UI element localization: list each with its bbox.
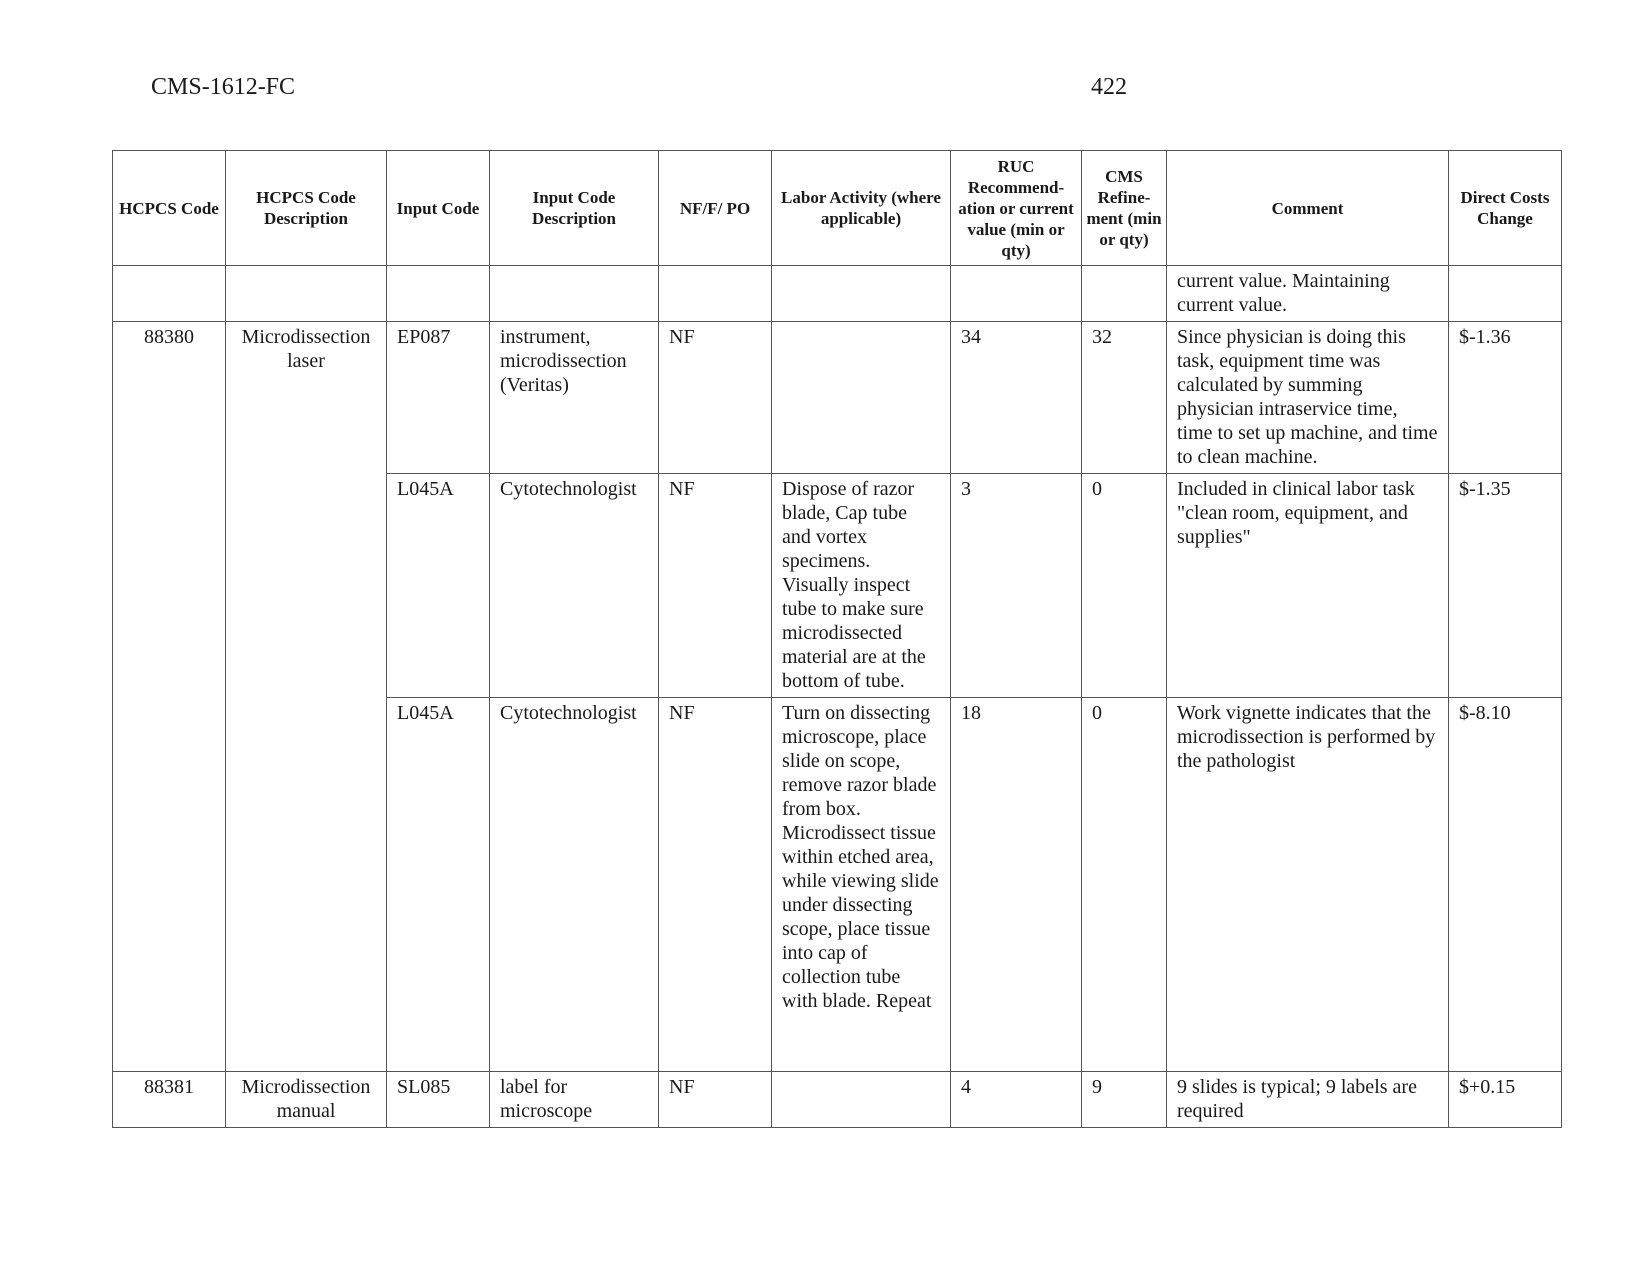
cell-empty	[113, 266, 226, 322]
cell-nf-f-po: NF	[659, 1072, 772, 1128]
col-header-direct-costs-change: Direct Costs Change	[1449, 151, 1562, 266]
cell-nf-f-po: NF	[659, 474, 772, 698]
cell-ruc-value: 18	[951, 698, 1082, 1072]
cell-input-code: EP087	[387, 322, 490, 474]
cell-input-code: L045A	[387, 474, 490, 698]
cell-empty	[387, 266, 490, 322]
cell-labor-activity	[772, 1072, 951, 1128]
cell-cms-refinement: 0	[1082, 474, 1167, 698]
cell-hcpcs-code: 88380	[113, 322, 226, 1072]
cell-direct-costs-change: $-1.36	[1449, 322, 1562, 474]
cell-input-description: Cytotechnologist	[490, 474, 659, 698]
table-row	[113, 322, 1562, 474]
table-header-row	[113, 151, 1562, 266]
cell-labor-activity: Dispose of razor blade, Cap tube and vortex specimens. Visually inspect tube to make sure microdissected material are at the bottom of tube.	[772, 474, 951, 698]
cell-hcpcs-description: Microdissection laser	[226, 322, 387, 1072]
cell-comment: 9 slides is typical; 9 labels are required	[1167, 1072, 1449, 1128]
col-header-comment: Comment	[1167, 151, 1449, 266]
cell-direct-costs-change: $-1.35	[1449, 474, 1562, 698]
cell-ruc-value: 3	[951, 474, 1082, 698]
cell-input-description: instrument, microdissection (Veritas)	[490, 322, 659, 474]
document-id: CMS-1612-FC	[151, 74, 296, 100]
cell-nf-f-po: NF	[659, 698, 772, 1072]
cell-ruc-value: 4	[951, 1072, 1082, 1128]
cell-input-description: label for microscope	[490, 1072, 659, 1128]
col-header-input-description: Input Code Description	[490, 151, 659, 266]
col-header-cms-refinement: CMS Refine-ment (min or qty)	[1082, 151, 1167, 266]
cell-comment: Since physician is doing this task, equipment time was calculated by summing physician intraservice time, time to set up machine, and time to clean machine.	[1167, 322, 1449, 474]
cell-labor-activity	[772, 322, 951, 474]
cell-nf-f-po: NF	[659, 322, 772, 474]
cell-input-code: L045A	[387, 698, 490, 1072]
table-row	[113, 1072, 1562, 1128]
pe-refinement-table	[112, 150, 1562, 1128]
cell-direct-costs-change: $-8.10	[1449, 698, 1562, 1072]
col-header-hcpcs-description: HCPCS Code Description	[226, 151, 387, 266]
cell-comment: Included in clinical labor task "clean room, equipment, and supplies"	[1167, 474, 1449, 698]
cell-comment: current value. Maintaining current value.	[1167, 266, 1449, 322]
cell-comment: Work vignette indicates that the microdissection is performed by the pathologist	[1167, 698, 1449, 1072]
cell-direct-costs-change: $+0.15	[1449, 1072, 1562, 1128]
cell-empty	[490, 266, 659, 322]
table-row-continued	[113, 266, 1562, 322]
cell-cms-refinement: 32	[1082, 322, 1167, 474]
cell-labor-activity: Turn on dissecting microscope, place slide on scope, remove razor blade from box. Microdissect tissue within etched area, while viewing slide under dissecting scope, place tissue into cap of collection tube with blade. Repeat	[772, 698, 951, 1072]
cell-hcpcs-description: Microdissection manual	[226, 1072, 387, 1128]
cell-empty	[951, 266, 1082, 322]
cell-cms-refinement: 0	[1082, 698, 1167, 1072]
cell-empty	[1449, 266, 1562, 322]
cell-empty	[772, 266, 951, 322]
col-header-hcpcs-code: HCPCS Code	[113, 151, 226, 266]
cell-cms-refinement: 9	[1082, 1072, 1167, 1128]
cell-empty	[1082, 266, 1167, 322]
cell-hcpcs-code: 88381	[113, 1072, 226, 1128]
col-header-ruc-value: RUC Recommend-ation or current value (min or qty)	[951, 151, 1082, 266]
col-header-labor-activity: Labor Activity (where applicable)	[772, 151, 951, 266]
cell-empty	[659, 266, 772, 322]
col-header-nf-f-po: NF/F/ PO	[659, 151, 772, 266]
col-header-input-code: Input Code	[387, 151, 490, 266]
cell-ruc-value: 34	[951, 322, 1082, 474]
cell-input-code: SL085	[387, 1072, 490, 1128]
cell-empty	[226, 266, 387, 322]
page-number: 422	[1091, 74, 1127, 100]
cell-input-description: Cytotechnologist	[490, 698, 659, 1072]
